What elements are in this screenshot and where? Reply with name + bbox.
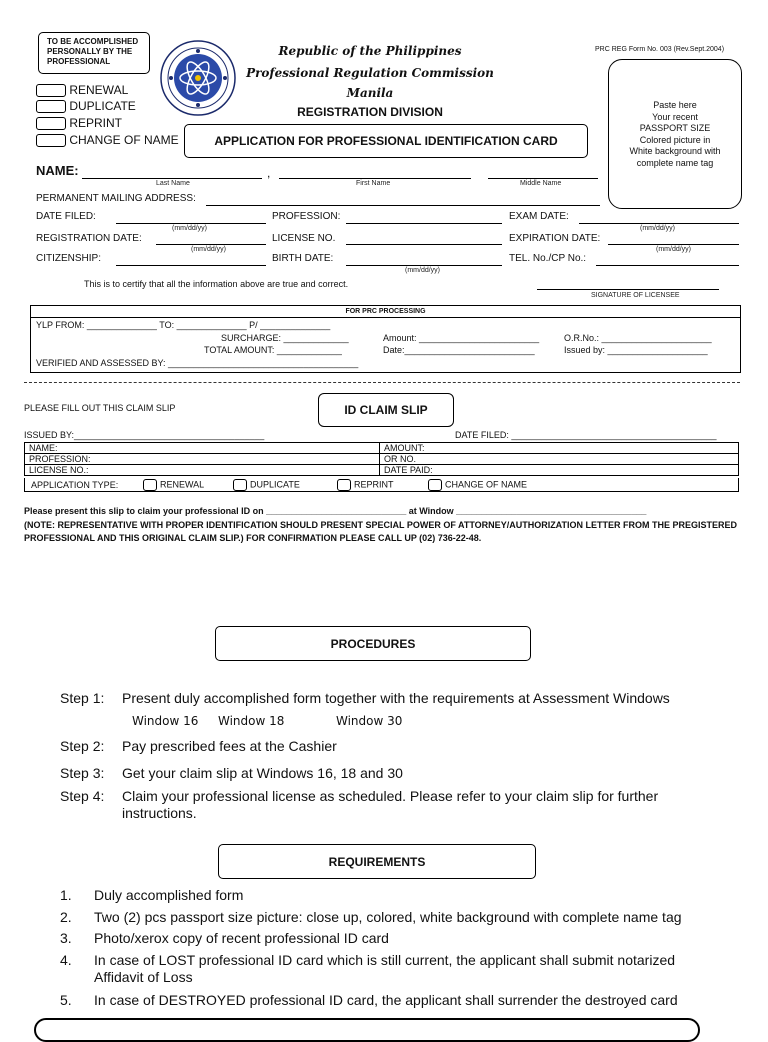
table-row [25,465,739,476]
application-type-label: APPLICATION TYPE: [31,480,119,490]
certify-statement: This is to certify that all the information above are true and correct. [84,279,349,289]
claim-duplicate-checkbox[interactable] [233,479,247,491]
req-5-num: 5. [60,992,72,1008]
mailing-address-label: PERMANENT MAILING ADDRESS: [36,193,196,204]
registration-date-hint: (mm/dd/yy) [191,246,226,253]
ylp-from-field[interactable]: YLP FROM: ______________ TO: ______________ P/ ______________ [36,320,331,330]
present-slip-instruction: Please present this slip to claim your professional ID on ____________________________ at Window ______________________________________ [24,506,647,516]
verified-field[interactable]: VERIFIED AND ASSESSED BY: ______________________________________ [36,358,359,368]
cut-line [24,382,740,383]
option-duplicate[interactable] [36,99,136,113]
claim-duplicate-option[interactable] [233,479,300,491]
citizenship-label: CITIZENSHIP: [36,253,102,264]
req-3-num: 3. [60,930,72,946]
option-duplicate-label: DUPLICATE [69,99,136,113]
republic-heading: Republic of the Philippines [278,44,462,58]
window-30: Window 30 [336,714,403,728]
window-16: Window 16 [132,714,199,728]
photo-line-2: Your recent [652,111,698,122]
last-name-caption: Last Name [156,180,190,187]
photo-box [608,59,742,209]
claim-duplicate-label: DUPLICATE [250,479,300,490]
claim-amount-cell[interactable]: AMOUNT: [380,443,739,454]
step-4-label: Step 4: [60,788,105,804]
signature-line[interactable] [537,289,719,290]
req-5-text: In case of DESTROYED professional ID card, the applicant shall surrender the destroyed card [94,992,678,1008]
accomplish-notice-box [38,32,150,74]
city-heading: Manila [346,86,394,100]
claim-name-cell[interactable]: NAME: [25,443,380,454]
claim-renewal-option[interactable] [143,479,204,491]
application-type-row [24,478,739,492]
claim-reprint-option[interactable] [337,479,394,491]
birth-date-label: BIRTH DATE: [272,253,334,264]
mailing-address-line[interactable] [206,205,600,206]
req-2-num: 2. [60,909,72,925]
claim-date-paid-cell[interactable]: DATE PAID: [380,465,739,476]
claim-or-no-cell[interactable]: OR NO. [380,454,739,465]
form-title-box [184,124,588,158]
step-2-label: Step 2: [60,738,105,754]
procedures-title: PROCEDURES [330,636,416,651]
step-1-text: Present duly accomplished form together with the requirements at Assessment Windows [122,690,670,706]
window-18: Window 18 [218,714,285,728]
birth-date-hint: (mm/dd/yy) [405,267,440,274]
signature-caption: SIGNATURE OF LICENSEE [591,292,680,299]
first-name-line[interactable] [279,178,471,179]
req-1-text: Duly accomplished form [94,887,244,903]
claim-change-of-name-option[interactable] [428,479,527,491]
processing-date-field[interactable]: Date:__________________________ [383,345,535,355]
last-name-line[interactable] [82,178,262,179]
renewal-checkbox[interactable] [36,84,66,97]
first-name-caption: First Name [356,180,391,187]
req-3-text: Photo/xerox copy of recent professional ID card [94,930,389,946]
option-change-of-name-label: CHANGE OF NAME [69,133,179,147]
photo-line-5: White background with [629,146,721,156]
exam-date-label: EXAM DATE: [509,211,569,222]
photo-line-3: PASSPORT SIZE [639,123,711,133]
expiration-date-hint: (mm/dd/yy) [656,246,691,253]
table-row [25,454,739,465]
claim-fill-instruction: PLEASE FILL OUT THIS CLAIM SLIP [24,403,176,413]
date-filed-hint: (mm/dd/yy) [172,225,207,232]
tel-no-label: TEL. No./CP No.: [509,253,587,264]
claim-profession-cell[interactable]: PROFESSION: [25,454,380,465]
option-renewal[interactable] [36,83,128,97]
table-row [25,443,739,454]
form-title: APPLICATION FOR PROFESSIONAL IDENTIFICATION CARD [214,134,558,148]
requirements-title: REQUIREMENTS [328,854,426,869]
claim-slip-title: ID CLAIM SLIP [344,403,428,417]
exam-date-hint: (mm/dd/yy) [640,225,675,232]
birth-date-line[interactable] [346,265,502,266]
option-reprint-label: REPRINT [69,116,123,130]
change-of-name-checkbox[interactable] [36,134,66,147]
registration-date-line[interactable] [156,244,266,245]
photo-line-1: Paste here [653,100,697,110]
accomplish-notice-text: TO BE ACCOMPLISHED PERSONALLY BY THE PROFESSIONAL [47,37,139,66]
profession-line[interactable] [346,223,502,224]
photo-line-6: complete name tag [636,157,714,168]
claim-reprint-label: REPRINT [354,479,394,490]
license-no-label: LICENSE NO. [272,233,336,244]
option-reprint[interactable] [36,116,122,130]
or-no-field[interactable]: O.R.No.: ______________________ [564,333,712,343]
claim-license-cell[interactable]: LICENSE NO.: [25,465,380,476]
license-no-line[interactable] [346,244,502,245]
exam-date-line[interactable] [579,223,739,224]
option-renewal-label: RENEWAL [69,83,129,97]
step-4-text: Claim your professional license as scheduled. Please refer to your claim slip for further instructions. [122,788,659,821]
expiration-date-line[interactable] [608,244,739,245]
middle-name-caption: Middle Name [520,180,562,187]
reprint-checkbox[interactable] [36,117,66,130]
step-3-text: Get your claim slip at Windows 16, 18 and 30 [122,765,403,781]
claim-note: (NOTE: REPRESENTATIVE WITH PROPER IDENTIFICATION SHOULD PRESENT SPECIAL POWER OF ATTORNEY/AUTHORIZATION LETTER FROM THE PREGISTERED PROFESSIONAL AND THIS ORIGINAL CLAIM SLIP.) FOR CONFIRMATION PLEASE CALL UP (02) 736-22-48. [24,520,738,543]
claim-renewal-checkbox[interactable] [143,479,157,491]
step-3-label: Step 3: [60,765,105,781]
citizenship-line[interactable] [116,265,266,266]
name-comma: , [267,166,271,180]
req-4-text: In case of LOST professional ID card which is still current, the applicant shall submit notarized Affidavit of Loss [94,952,676,985]
issued-by-field[interactable]: Issued by: ____________________ [564,345,708,355]
prc-processing-box [30,305,741,373]
expiration-date-label: EXPIRATION DATE: [509,233,601,244]
commission-heading: Professional Regulation Commission [246,66,494,80]
photo-line-4: Colored picture in [639,134,711,145]
registration-date-label: REGISTRATION DATE: [36,233,142,244]
form-number: PRC REG Form No. 003 (Rev.Sept.2004) [595,46,725,53]
duplicate-checkbox[interactable] [36,100,66,113]
profession-label: PROFESSION: [272,211,341,222]
prc-seal-icon [160,40,236,116]
procedures-title-box [215,626,531,661]
bottom-box-edge [34,1018,700,1042]
claim-change-of-name-checkbox[interactable] [428,479,442,491]
req-2-text: Two (2) pcs passport size picture: close up, colored, white background with complete name tag [94,909,682,925]
date-filed-line[interactable] [116,223,266,224]
option-change-of-name[interactable] [36,133,179,147]
claim-reprint-checkbox[interactable] [337,479,351,491]
claim-slip-title-box [318,393,454,427]
total-amount-field[interactable]: TOTAL AMOUNT: _____________ [204,345,342,355]
middle-name-line[interactable] [488,178,598,179]
name-label: NAME: [36,163,79,178]
division-heading: REGISTRATION DIVISION [297,105,443,119]
tel-no-line[interactable] [596,265,739,266]
processing-title: FOR PRC PROCESSING [345,308,426,315]
surcharge-field[interactable]: SURCHARGE: _____________ [221,333,349,343]
req-1-num: 1. [60,887,72,903]
step-2-text: Pay prescribed fees at the Cashier [122,738,337,754]
date-filed-label: DATE FILED: [36,211,96,222]
requirements-title-box [218,844,536,879]
amount-field[interactable]: Amount: ________________________ [383,333,540,343]
step-1-label: Step 1: [60,690,105,706]
claim-issued-by[interactable]: ISSUED BY:______________________________________ [24,430,265,440]
claim-renewal-label: RENEWAL [160,479,205,490]
claim-table [24,442,739,476]
claim-date-filed[interactable]: DATE FILED: _________________________________________ [455,430,717,440]
claim-change-of-name-label: CHANGE OF NAME [445,479,528,490]
req-4-num: 4. [60,952,72,968]
